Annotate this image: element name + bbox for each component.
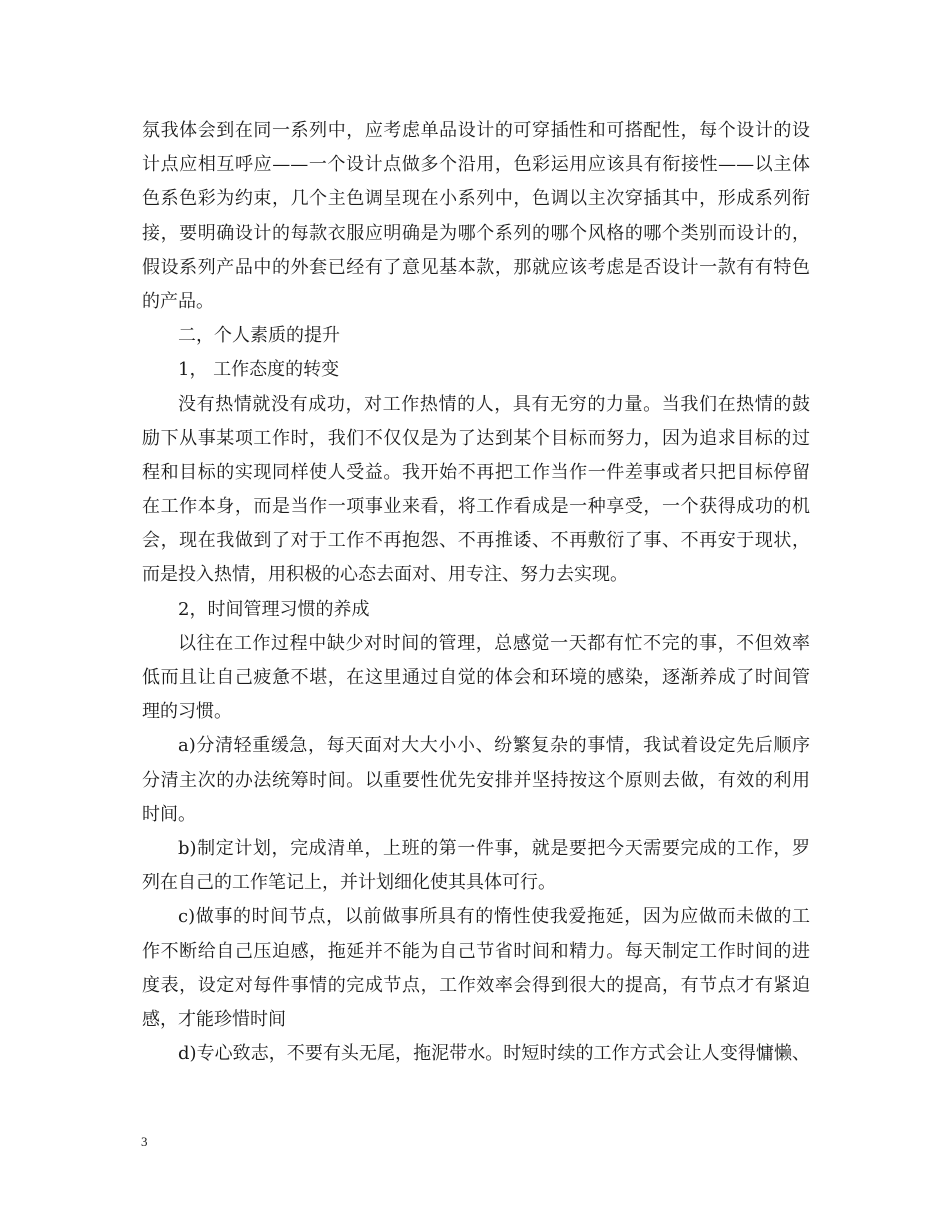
text-line: 低而且让自己疲惫不堪，在这里通过自觉的体会和环境的感染，逐渐养成了时间管 bbox=[142, 667, 810, 688]
text-line: 会，现在我做到了对于工作不再抱怨、不再推诿、不再敷衍了事、不再安于现状， bbox=[142, 530, 810, 552]
text-line: 氛我体会到在同一系列中，应考虑单品设计的可穿插性和可搭配性，每个设计的设 bbox=[142, 120, 810, 141]
text-line: 计点应相互呼应——一个设计点做多个沿用，色彩运用应该具有衔接性——以主体 bbox=[142, 154, 810, 176]
text-line: 度表，设定对每件事情的完成节点，工作效率会得到很大的提高，有节点才有紧迫 bbox=[142, 974, 810, 996]
text-line: 二，个人素质的提升 bbox=[178, 325, 340, 347]
text-line: 程和目标的实现同样使人受益。我开始不再把工作当作一件差事或者只把目标停留 bbox=[142, 461, 810, 483]
text-line: 列在自己的工作笔记上，并计划细化使其具体可行。 bbox=[142, 872, 556, 894]
text-line: 色系色彩为约束，几个主色调呈现在小系列中，色调以主次穿插其中，形成系列衔 bbox=[142, 188, 810, 210]
text-line: 1， 工作态度的转变 bbox=[178, 359, 340, 381]
text-line: 在工作本身，而是当作一项事业来看，将工作看成是一种享受，一个获得成功的机 bbox=[142, 496, 810, 518]
text-line: 的产品。 bbox=[142, 290, 214, 312]
text-line: b)制定计划，完成清单，上班的第一件事，就是要把今天需要完成的工作，罗 bbox=[178, 837, 810, 859]
text-line: 感，才能珍惜时间 bbox=[142, 1008, 286, 1030]
text-line: 接，要明确设计的每款衣服应明确是为哪个系列的哪个风格的哪个类别而设计的， bbox=[142, 222, 810, 244]
text-line: 以往在工作过程中缺少对时间的管理，总感觉一天都有忙不完的事，不但效率 bbox=[178, 632, 810, 654]
text-line: 假设系列产品中的外套已经有了意见基本款，那就应该考虑是否设计一款有有特色 bbox=[142, 256, 810, 278]
page-number: 3 bbox=[141, 1134, 148, 1149]
document-body bbox=[142, 114, 810, 1071]
text-line: 励下从事某项工作时，我们不仅仅是为了达到某个目标而努力，因为追求目标的过 bbox=[142, 427, 810, 449]
text-line: d)专心致志，不要有头无尾，拖泥带水。时短时续的工作方式会让人变得慵懒、 bbox=[178, 1043, 810, 1065]
text-line: 2，时间管理习惯的养成 bbox=[178, 598, 370, 620]
text-line: 时间。 bbox=[142, 803, 196, 825]
text-line: 而是投入热情，用积极的心态去面对、用专注、努力去实现。 bbox=[142, 564, 628, 586]
text-line: c)做事的时间节点，以前做事所具有的惰性使我爱拖延，因为应做而未做的工 bbox=[178, 906, 810, 928]
text-line: 没有热情就没有成功，对工作热情的人，具有无穷的力量。当我们在热情的鼓 bbox=[178, 393, 810, 415]
text-line: a)分清轻重缓急，每天面对大大小小、纷繁复杂的事情，我试着设定先后顺序 bbox=[178, 735, 810, 757]
text-line: 理的习惯。 bbox=[142, 701, 232, 723]
text-line: 分清主次的办法统筹时间。以重要性优先安排并坚持按这个原则去做，有效的利用 bbox=[142, 769, 810, 791]
text-line: 作不断给自己压迫感，拖延并不能为自己节省时间和精力。每天制定工作时间的进 bbox=[142, 940, 810, 962]
